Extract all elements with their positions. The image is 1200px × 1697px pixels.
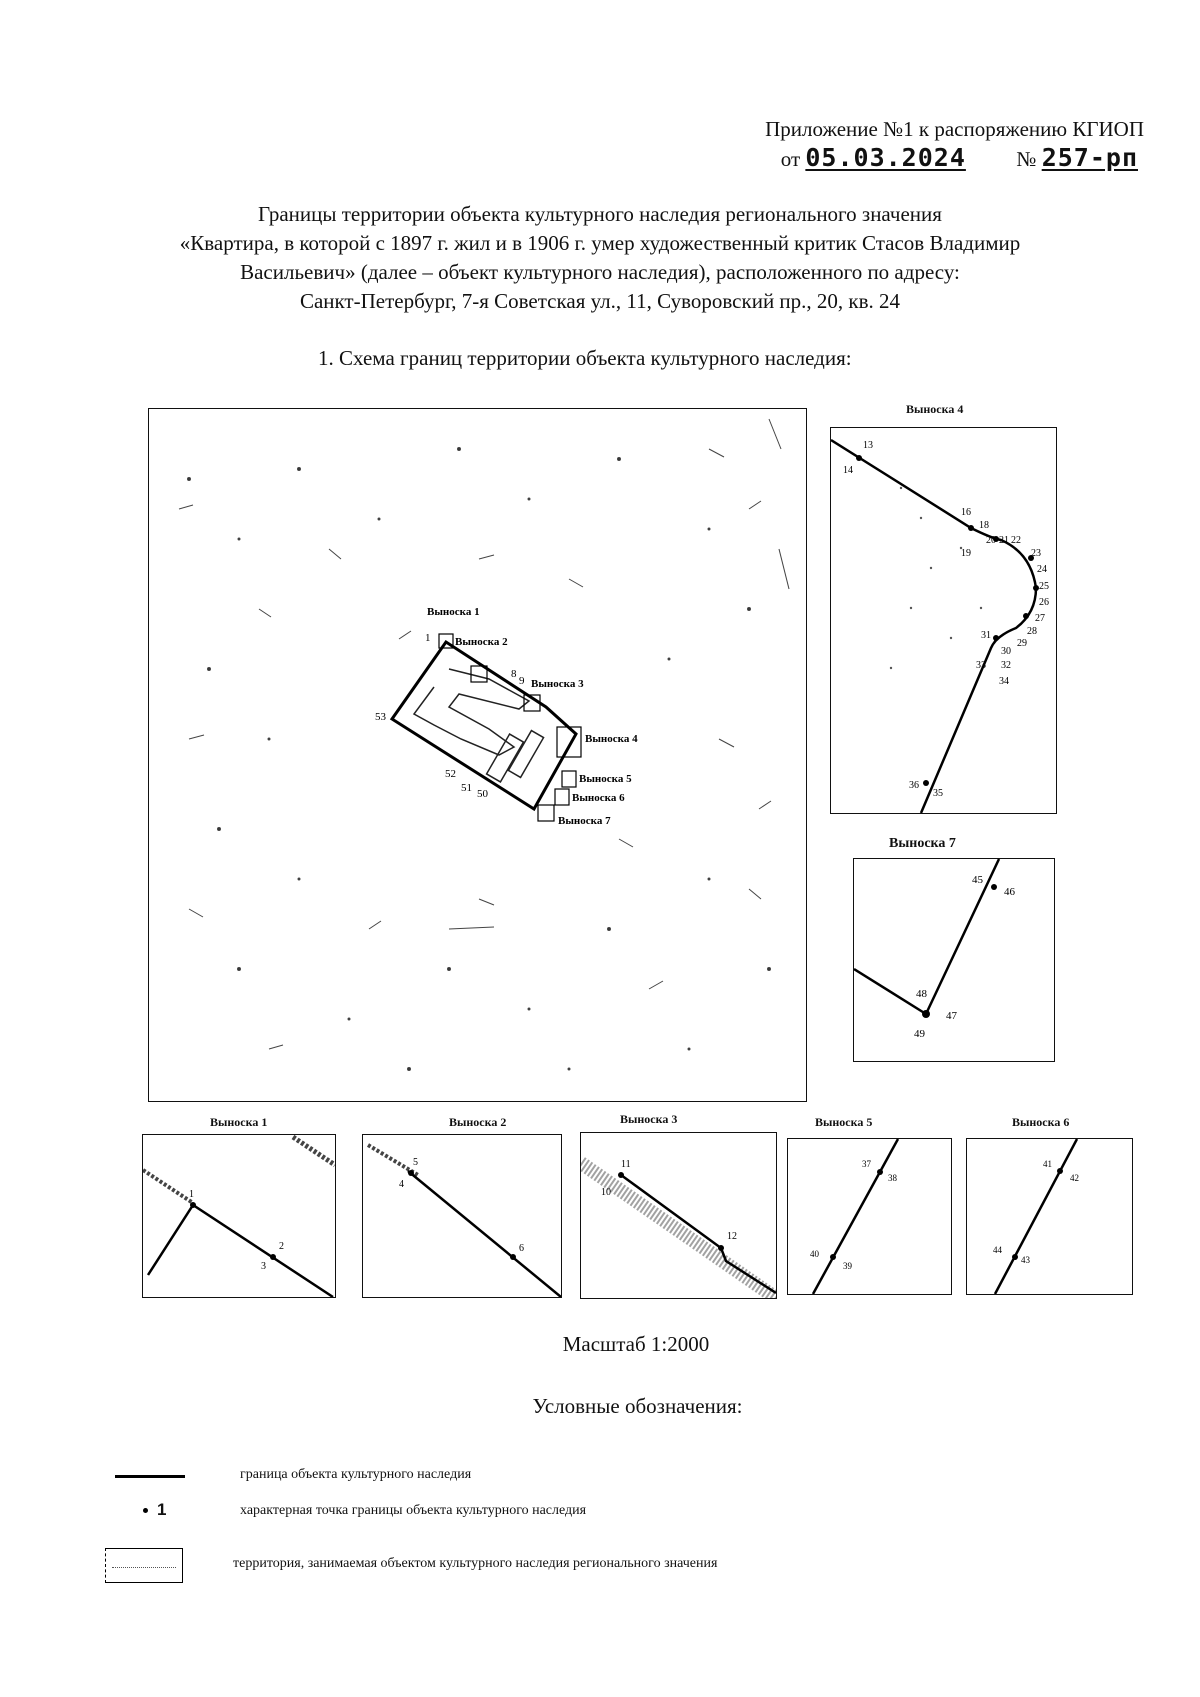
callout-7-canvas (854, 859, 1054, 1061)
section-title: 1. Схема границ территории объекта культурного наследия: (318, 346, 852, 370)
main-point-label: 52 (445, 768, 456, 780)
callout-4-point-label: 21 (999, 535, 1009, 546)
legend-item-territory: территория, занимаемая объектом культурного наследия регионального значения (233, 1556, 718, 1571)
legend-line-symbol (115, 1475, 185, 1478)
callout-6-title: Выноска 6 (1012, 1115, 1070, 1129)
callout-1-point-label: 1 (189, 1189, 194, 1200)
callout-7-title: Выноска 7 (889, 836, 956, 851)
callout-4-point-label: 13 (863, 440, 873, 451)
callout-7-point-label: 47 (946, 1010, 957, 1022)
main-point-label: 1 (425, 632, 431, 644)
appendix-title: Приложение №1 к распоряжению КГИОП (765, 117, 1144, 141)
callout-7-point-label: 48 (916, 988, 927, 1000)
callout-4-boundary (831, 440, 1036, 813)
heading-line: Границы территории объекта культурного наследия регионального значения (258, 202, 942, 226)
callout-2-map (362, 1134, 562, 1298)
callout-4-point-label: 33 (976, 660, 986, 671)
legend-point-symbol (143, 1508, 148, 1513)
callout-4-point-label: 24 (1037, 564, 1047, 575)
main-callout-label: Выноска 2 (455, 636, 508, 648)
callout-2-title: Выноска 2 (449, 1115, 507, 1129)
legend-hatched-rect-symbol (105, 1548, 183, 1583)
callout-7-map (853, 858, 1055, 1062)
callout-3-title: Выноска 3 (620, 1112, 678, 1126)
callout-3-point-label: 11 (621, 1159, 631, 1170)
callout-4-point-label: 14 (843, 465, 853, 476)
main-callout-label: Выноска 3 (531, 678, 584, 690)
callout-6-point-label: 44 (993, 1245, 1002, 1255)
callout-4-point-label: 16 (961, 507, 971, 518)
callout-6-point-label: 43 (1021, 1255, 1030, 1265)
main-point-label: 53 (375, 711, 386, 723)
map-canvas (149, 409, 806, 1101)
number-prefix: № (1016, 147, 1037, 171)
callout-4-point-label: 31 (981, 630, 991, 641)
callout-4-point-label: 20 (986, 535, 996, 546)
callout-5-canvas (788, 1139, 951, 1294)
main-point-label: 8 (511, 668, 517, 680)
callout-1-canvas (143, 1135, 335, 1297)
callout-4-point-label: 23 (1031, 548, 1041, 559)
callout-6-point-label: 41 (1043, 1159, 1052, 1169)
callout-1-map (142, 1134, 336, 1298)
callout-2-point-label: 6 (519, 1243, 524, 1254)
callout-5-point-label: 37 (862, 1159, 871, 1169)
callout-4-map (830, 427, 1057, 814)
legend-title: Условные обозначения: (532, 1394, 743, 1418)
callout-6-point-label: 42 (1070, 1173, 1079, 1183)
callout-4-point-label: 35 (933, 788, 943, 799)
callout-1-point-label: 2 (279, 1241, 284, 1252)
map-noise (179, 419, 789, 1071)
order-number: 257-рп (1041, 143, 1138, 172)
callout-5-point-label: 40 (810, 1249, 819, 1259)
main-point-label: 51 (461, 782, 472, 794)
main-callout-label: Выноска 1 (427, 606, 480, 618)
callout-4-point-label: 29 (1017, 638, 1027, 649)
callout-1-point-label: 3 (261, 1261, 266, 1272)
main-point-label: 50 (477, 788, 488, 800)
callout-4-point-label: 22 (1011, 535, 1021, 546)
callout-2-boundary (408, 1171, 561, 1297)
main-callout-label: Выноска 6 (572, 792, 625, 804)
date-prefix: от (780, 147, 801, 171)
callout-4-point-label: 36 (909, 780, 919, 791)
legend-item-boundary: граница объекта культурного наследия (240, 1467, 472, 1482)
callout-6-boundary (995, 1139, 1077, 1294)
callout-6-map (966, 1138, 1133, 1295)
main-point-label: 9 (519, 675, 525, 687)
callout-4-point-label: 26 (1039, 597, 1049, 608)
document-heading (100, 200, 1100, 316)
heading-line: Санкт-Петербург, 7-я Советская ул., 11, Суворовский пр., 20, кв. 24 (299, 289, 901, 313)
callout-3-point-label: 10 (601, 1187, 611, 1198)
callout-4-points (856, 455, 1039, 786)
callout-5-boundary (813, 1139, 898, 1294)
callout-4-canvas (831, 428, 1056, 813)
callout-4-title: Выноска 4 (906, 402, 964, 416)
callout-4-point-label: 28 (1027, 626, 1037, 637)
order-date-number-line (781, 143, 1138, 172)
callout-5-point-label: 38 (888, 1173, 897, 1183)
main-callout-label: Выноска 5 (579, 773, 632, 785)
callout-1-title: Выноска 1 (210, 1115, 268, 1129)
legend-point-marker: 1 (157, 1500, 167, 1519)
main-callout-label: Выноска 7 (558, 815, 611, 827)
callout-5-map (787, 1138, 952, 1295)
callout-3-canvas (581, 1133, 776, 1298)
callout-7-point-label: 45 (972, 874, 983, 886)
callout-7-point-label: 49 (914, 1028, 925, 1040)
map-scale: Масштаб 1:2000 (562, 1332, 710, 1356)
main-callout-label: Выноска 4 (585, 733, 638, 745)
legend-item-point: характерная точка границы объекта культурного наследия (240, 1503, 587, 1518)
callout-4-point-label: 25 (1039, 581, 1049, 592)
callout-5-point-label: 39 (843, 1261, 852, 1271)
callout-4-point-label: 30 (1001, 646, 1011, 657)
callout-2-point-label: 5 (413, 1157, 418, 1168)
callout-2-point-label: 4 (399, 1179, 404, 1190)
callout-3-point-label: 12 (727, 1231, 737, 1242)
callout-6-canvas (967, 1139, 1132, 1294)
callout-3-map (580, 1132, 777, 1299)
callout-4-point-label: 18 (979, 520, 989, 531)
callout-4-point-label: 34 (999, 676, 1009, 687)
callout-4-point-label: 19 (961, 548, 971, 559)
heading-line: Васильевич» (далее – объект культурного наследия), расположенного по адресу: (240, 260, 960, 284)
callout-4-point-label: 27 (1035, 613, 1045, 624)
order-date: 05.03.2024 (805, 143, 966, 172)
callout-7-point-label: 46 (1004, 886, 1015, 898)
callout-1-boundary (148, 1205, 333, 1297)
callout-4-point-label: 32 (1001, 660, 1011, 671)
callout-5-title: Выноска 5 (815, 1115, 873, 1129)
main-boundary-map (148, 408, 807, 1102)
callout-2-canvas (363, 1135, 561, 1297)
heading-line: «Квартира, в которой с 1897 г. жил и в 1906 г. умер художественный критик Стасов Владимир (179, 231, 1021, 255)
